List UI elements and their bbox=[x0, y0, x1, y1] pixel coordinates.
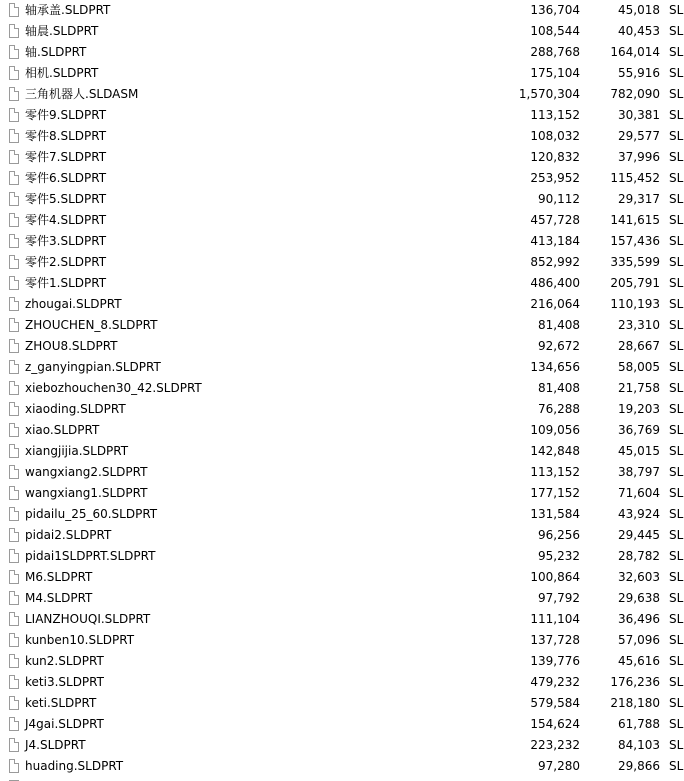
file-type: SL bbox=[669, 150, 684, 164]
list-item[interactable] bbox=[0, 735, 684, 756]
file-type: SL bbox=[669, 360, 684, 374]
file-icon bbox=[9, 486, 19, 500]
packed-size: 71,604 bbox=[618, 486, 660, 500]
file-name: 轴.SLDPRT bbox=[25, 45, 87, 59]
file-type: SL bbox=[669, 465, 684, 479]
file-name: 零件7.SLDPRT bbox=[25, 150, 107, 164]
file-icon bbox=[9, 66, 19, 80]
file-icon bbox=[9, 528, 19, 542]
packed-size: 21,758 bbox=[618, 381, 660, 395]
file-icon bbox=[9, 444, 19, 458]
file-icon bbox=[9, 675, 19, 689]
file-type: SL bbox=[669, 3, 684, 17]
file-size: 175,104 bbox=[530, 66, 580, 80]
file-size: 136,704 bbox=[530, 3, 580, 17]
list-item[interactable] bbox=[0, 378, 684, 399]
list-item[interactable] bbox=[0, 126, 684, 147]
file-type: SL bbox=[669, 612, 684, 626]
file-size: 137,728 bbox=[530, 633, 580, 647]
file-name: M4.SLDPRT bbox=[25, 591, 93, 605]
file-name: keti3.SLDPRT bbox=[25, 675, 104, 689]
file-icon bbox=[9, 87, 19, 101]
file-name: zhougai.SLDPRT bbox=[25, 297, 122, 311]
packed-size: 38,797 bbox=[618, 465, 660, 479]
file-size: 100,864 bbox=[530, 570, 580, 584]
packed-size: 32,603 bbox=[618, 570, 660, 584]
list-item[interactable] bbox=[0, 168, 684, 189]
list-item[interactable] bbox=[0, 504, 684, 525]
file-icon bbox=[9, 696, 19, 710]
file-type: SL bbox=[669, 675, 684, 689]
file-type: SL bbox=[669, 192, 684, 206]
file-name: huading.SLDPRT bbox=[25, 759, 124, 773]
list-item[interactable] bbox=[0, 441, 684, 462]
file-size: 97,792 bbox=[538, 591, 580, 605]
list-item[interactable] bbox=[0, 84, 684, 105]
file-size: 288,768 bbox=[530, 45, 580, 59]
file-name: kunben10.SLDPRT bbox=[25, 633, 135, 647]
packed-size: 28,782 bbox=[618, 549, 660, 563]
file-type: SL bbox=[669, 486, 684, 500]
file-name: keti.SLDPRT bbox=[25, 696, 97, 710]
file-name: M6.SLDPRT bbox=[25, 570, 93, 584]
file-name: 零件8.SLDPRT bbox=[25, 129, 107, 143]
file-icon bbox=[9, 717, 19, 731]
file-size: 134,656 bbox=[530, 360, 580, 374]
file-type: SL bbox=[669, 213, 684, 227]
packed-size: 45,015 bbox=[618, 444, 660, 458]
file-type: SL bbox=[669, 381, 684, 395]
file-name: xiaoding.SLDPRT bbox=[25, 402, 126, 416]
file-icon bbox=[9, 591, 19, 605]
packed-size: 29,577 bbox=[618, 129, 660, 143]
file-size: 253,952 bbox=[530, 171, 580, 185]
packed-size: 61,788 bbox=[618, 717, 660, 731]
file-icon bbox=[9, 507, 19, 521]
list-item[interactable] bbox=[0, 693, 684, 714]
file-type: SL bbox=[669, 255, 684, 269]
file-name: 零件4.SLDPRT bbox=[25, 213, 107, 227]
file-type: SL bbox=[669, 24, 684, 38]
file-name: J4.SLDPRT bbox=[25, 738, 86, 752]
file-name: 零件9.SLDPRT bbox=[25, 108, 107, 122]
file-icon bbox=[9, 213, 19, 227]
file-icon bbox=[9, 423, 19, 437]
file-name: z_ganyingpian.SLDPRT bbox=[25, 360, 161, 374]
file-name: kun2.SLDPRT bbox=[25, 654, 104, 668]
file-size: 223,232 bbox=[530, 738, 580, 752]
list-item[interactable] bbox=[0, 105, 684, 126]
packed-size: 205,791 bbox=[610, 276, 660, 290]
list-item-partial[interactable] bbox=[0, 777, 684, 781]
list-item[interactable] bbox=[0, 336, 684, 357]
file-name: xiangjijia.SLDPRT bbox=[25, 444, 129, 458]
packed-size: 115,452 bbox=[610, 171, 660, 185]
file-size: 111,104 bbox=[530, 612, 580, 626]
packed-size: 164,014 bbox=[610, 45, 660, 59]
file-size: 81,408 bbox=[538, 318, 580, 332]
file-type: SL bbox=[669, 738, 684, 752]
packed-size: 19,203 bbox=[618, 402, 660, 416]
file-type: SL bbox=[669, 129, 684, 143]
file-size: 1,570,304 bbox=[518, 87, 580, 101]
list-item[interactable] bbox=[0, 630, 684, 651]
packed-size: 23,310 bbox=[618, 318, 660, 332]
file-size: 852,992 bbox=[530, 255, 580, 269]
packed-size: 37,996 bbox=[618, 150, 660, 164]
file-size: 108,544 bbox=[530, 24, 580, 38]
file-type: SL bbox=[669, 276, 684, 290]
file-type: SL bbox=[669, 570, 684, 584]
list-item[interactable] bbox=[0, 21, 684, 42]
file-type: SL bbox=[669, 402, 684, 416]
list-item[interactable] bbox=[0, 588, 684, 609]
list-item[interactable] bbox=[0, 294, 684, 315]
list-item[interactable] bbox=[0, 672, 684, 693]
list-item[interactable] bbox=[0, 315, 684, 336]
packed-size: 36,496 bbox=[618, 612, 660, 626]
file-name: 零件5.SLDPRT bbox=[25, 192, 107, 206]
file-size: 154,624 bbox=[530, 717, 580, 731]
file-name: 轴承盖.SLDPRT bbox=[25, 3, 111, 17]
file-icon bbox=[9, 654, 19, 668]
file-name: 相机.SLDPRT bbox=[25, 66, 99, 80]
file-name: LIANZHOUQI.SLDPRT bbox=[25, 612, 151, 626]
file-icon bbox=[9, 150, 19, 164]
file-icon bbox=[9, 24, 19, 38]
packed-size: 157,436 bbox=[610, 234, 660, 248]
file-type: SL bbox=[669, 696, 684, 710]
file-name: ZHOUCHEN_8.SLDPRT bbox=[25, 318, 158, 332]
list-item[interactable] bbox=[0, 651, 684, 672]
file-size: 92,672 bbox=[538, 339, 580, 353]
file-name: pidailu_25_60.SLDPRT bbox=[25, 507, 158, 521]
file-type: SL bbox=[669, 759, 684, 773]
file-name: wangxiang1.SLDPRT bbox=[25, 486, 148, 500]
file-size: 81,408 bbox=[538, 381, 580, 395]
file-icon bbox=[9, 276, 19, 290]
list-item[interactable] bbox=[0, 63, 684, 84]
file-name: 零件3.SLDPRT bbox=[25, 234, 107, 248]
packed-size: 29,638 bbox=[618, 591, 660, 605]
file-type: SL bbox=[669, 549, 684, 563]
file-size: 177,152 bbox=[530, 486, 580, 500]
list-item[interactable] bbox=[0, 42, 684, 63]
file-icon bbox=[9, 759, 19, 773]
file-size: 579,584 bbox=[530, 696, 580, 710]
file-icon bbox=[9, 381, 19, 395]
file-size: 486,400 bbox=[530, 276, 580, 290]
packed-size: 36,769 bbox=[618, 423, 660, 437]
packed-size: 218,180 bbox=[610, 696, 660, 710]
list-item[interactable] bbox=[0, 525, 684, 546]
packed-size: 45,018 bbox=[618, 3, 660, 17]
file-size: 76,288 bbox=[538, 402, 580, 416]
file-name: pidai1SLDPRT.SLDPRT bbox=[25, 549, 156, 563]
file-icon bbox=[9, 45, 19, 59]
packed-size: 29,866 bbox=[618, 759, 660, 773]
file-icon bbox=[9, 633, 19, 647]
file-icon bbox=[9, 738, 19, 752]
file-size: 96,256 bbox=[538, 528, 580, 542]
file-type: SL bbox=[669, 297, 684, 311]
list-item[interactable] bbox=[0, 210, 684, 231]
file-type: SL bbox=[669, 507, 684, 521]
file-name: 轴晨.SLDPRT bbox=[25, 24, 99, 38]
file-type: SL bbox=[669, 45, 684, 59]
file-size: 109,056 bbox=[530, 423, 580, 437]
file-name: pidai2.SLDPRT bbox=[25, 528, 112, 542]
file-type: SL bbox=[669, 444, 684, 458]
list-item[interactable] bbox=[0, 756, 684, 777]
packed-size: 43,924 bbox=[618, 507, 660, 521]
packed-size: 84,103 bbox=[618, 738, 660, 752]
file-size: 97,280 bbox=[538, 759, 580, 773]
packed-size: 58,005 bbox=[618, 360, 660, 374]
file-icon bbox=[9, 549, 19, 563]
file-icon bbox=[9, 108, 19, 122]
file-icon bbox=[9, 171, 19, 185]
packed-size: 55,916 bbox=[618, 66, 660, 80]
list-item[interactable] bbox=[0, 714, 684, 735]
list-item[interactable] bbox=[0, 546, 684, 567]
file-type: SL bbox=[669, 633, 684, 647]
list-item[interactable] bbox=[0, 462, 684, 483]
file-size: 142,848 bbox=[530, 444, 580, 458]
file-icon bbox=[9, 465, 19, 479]
file-size: 139,776 bbox=[530, 654, 580, 668]
list-item[interactable] bbox=[0, 483, 684, 504]
file-type: SL bbox=[669, 87, 684, 101]
file-name: 零件2.SLDPRT bbox=[25, 255, 107, 269]
file-type: SL bbox=[669, 591, 684, 605]
file-type: SL bbox=[669, 339, 684, 353]
list-item[interactable] bbox=[0, 273, 684, 294]
packed-size: 57,096 bbox=[618, 633, 660, 647]
file-name: 三角机器人.SLDASM bbox=[25, 87, 139, 101]
file-type: SL bbox=[669, 234, 684, 248]
packed-size: 335,599 bbox=[610, 255, 660, 269]
file-icon bbox=[9, 3, 19, 17]
file-type: SL bbox=[669, 171, 684, 185]
file-icon bbox=[9, 255, 19, 269]
file-type: SL bbox=[669, 717, 684, 731]
file-name: ZHOU8.SLDPRT bbox=[25, 339, 118, 353]
file-type: SL bbox=[669, 528, 684, 542]
list-item[interactable] bbox=[0, 567, 684, 588]
list-item[interactable] bbox=[0, 231, 684, 252]
file-name: wangxiang2.SLDPRT bbox=[25, 465, 148, 479]
packed-size: 141,615 bbox=[610, 213, 660, 227]
file-icon bbox=[9, 402, 19, 416]
file-size: 131,584 bbox=[530, 507, 580, 521]
file-name: J4gai.SLDPRT bbox=[25, 717, 104, 731]
file-icon bbox=[9, 360, 19, 374]
file-name: 零件1.SLDPRT bbox=[25, 276, 107, 290]
file-type: SL bbox=[669, 654, 684, 668]
file-size: 216,064 bbox=[530, 297, 580, 311]
file-name: xiebozhouchen30_42.SLDPRT bbox=[25, 381, 202, 395]
packed-size: 110,193 bbox=[610, 297, 660, 311]
file-size: 457,728 bbox=[530, 213, 580, 227]
list-item[interactable] bbox=[0, 147, 684, 168]
file-name: xiao.SLDPRT bbox=[25, 423, 100, 437]
file-type: SL bbox=[669, 318, 684, 332]
file-icon bbox=[9, 339, 19, 353]
packed-size: 29,317 bbox=[618, 192, 660, 206]
list-item[interactable] bbox=[0, 399, 684, 420]
file-size: 120,832 bbox=[530, 150, 580, 164]
packed-size: 782,090 bbox=[610, 87, 660, 101]
file-size: 108,032 bbox=[530, 129, 580, 143]
file-size: 95,232 bbox=[538, 549, 580, 563]
packed-size: 30,381 bbox=[618, 108, 660, 122]
file-type: SL bbox=[669, 66, 684, 80]
file-icon bbox=[9, 234, 19, 248]
file-size: 90,112 bbox=[538, 192, 580, 206]
list-item[interactable] bbox=[0, 357, 684, 378]
list-item[interactable] bbox=[0, 420, 684, 441]
file-size: 113,152 bbox=[530, 108, 580, 122]
file-icon bbox=[9, 612, 19, 626]
file-icon bbox=[9, 570, 19, 584]
packed-size: 28,667 bbox=[618, 339, 660, 353]
file-icon bbox=[9, 192, 19, 206]
list-item[interactable] bbox=[0, 0, 684, 21]
list-item[interactable] bbox=[0, 252, 684, 273]
packed-size: 29,445 bbox=[618, 528, 660, 542]
file-size: 113,152 bbox=[530, 465, 580, 479]
file-size: 413,184 bbox=[530, 234, 580, 248]
list-item[interactable] bbox=[0, 609, 684, 630]
packed-size: 45,616 bbox=[618, 654, 660, 668]
file-type: SL bbox=[669, 423, 684, 437]
file-icon bbox=[9, 129, 19, 143]
file-name: 零件6.SLDPRT bbox=[25, 171, 107, 185]
packed-size: 176,236 bbox=[610, 675, 660, 689]
file-icon bbox=[9, 318, 19, 332]
list-item[interactable] bbox=[0, 189, 684, 210]
packed-size: 40,453 bbox=[618, 24, 660, 38]
file-size: 479,232 bbox=[530, 675, 580, 689]
file-icon bbox=[9, 297, 19, 311]
file-type: SL bbox=[669, 108, 684, 122]
